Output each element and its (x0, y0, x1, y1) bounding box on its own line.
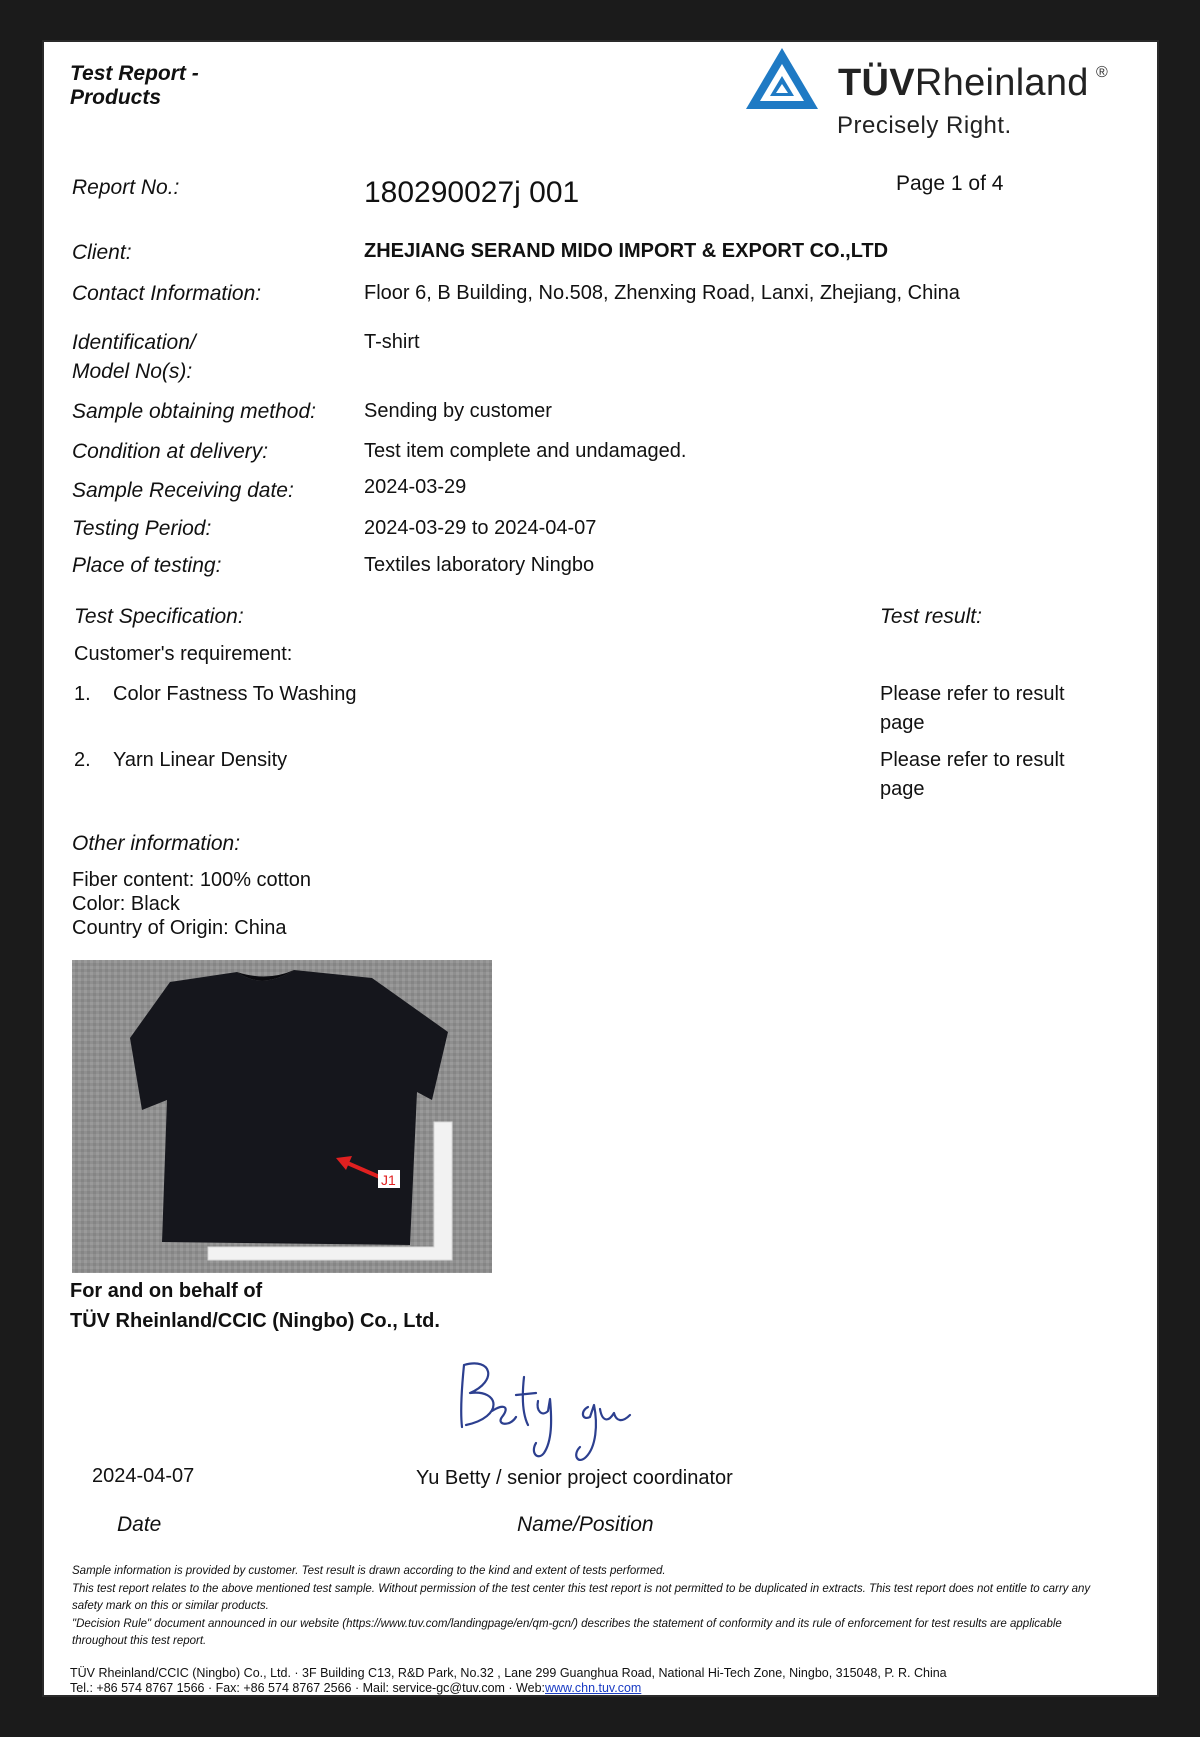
client-label: Client: (72, 241, 132, 264)
model-no-label: Model No(s): (72, 360, 193, 383)
spec-item-number: 1. (74, 683, 91, 705)
disclaimer-line: This test report relates to the above mentioned test sample. Without permission of the test center this test report is not permitted to be duplicated in extracts. This test report does not entitle to carry any safety mark on this or similar products. (72, 1582, 1091, 1612)
receiving-date-label: Sample Receiving date: (72, 479, 294, 502)
spec-item-result-cont: page (880, 712, 925, 734)
testing-period-value: 2024-03-29 to 2024-04-07 (364, 517, 597, 539)
brand-name (838, 62, 1089, 105)
test-spec-label: Test Specification: (74, 605, 244, 628)
spec-item-name: Yarn Linear Density (113, 749, 288, 771)
spec-item-result-cont: page (880, 778, 925, 800)
place-value: Textiles laboratory Ningbo (364, 554, 595, 576)
date-label: Date (117, 1513, 162, 1536)
brand-tagline: Precisely Right. (837, 112, 1012, 139)
registered-mark: ® (1096, 64, 1108, 81)
footer-address: TÜV Rheinland/CCIC (Ningbo) Co., Ltd. · 3F Building C13, R&D Park, No.32 , Lane 299 Guanghua Road, National Hi-Tech Zone, Ningbo, 315048, P. R. China (70, 1666, 947, 1680)
spec-item-result: Please refer to result (880, 749, 1065, 771)
other-info-line: Fiber content: 100% cotton (72, 869, 312, 891)
footer-contact (70, 1681, 1130, 1696)
other-info-line: Color: Black (72, 893, 180, 915)
condition-value: Test item complete and undamaged. (364, 440, 687, 462)
disclaimer-line: Sample information is provided by customer. Test result is drawn according to the kind and extent of tests performed. (72, 1565, 666, 1577)
footer-contact-text: Tel.: +86 574 8767 1566 · Fax: +86 574 8767 2566 · Mail: service-gc@tuv.com · Web: (70, 1681, 545, 1695)
sample-method-value: Sending by customer (364, 400, 552, 422)
identification-value: T-shirt (364, 331, 420, 353)
other-info-line: Country of Origin: China (72, 917, 287, 939)
test-result-label: Test result: (880, 605, 982, 628)
other-info-label: Other information: (72, 832, 241, 855)
identification-label: Identification/ (72, 331, 196, 354)
contact-value: Floor 6, B Building, No.508, Zhenxing Road, Lanxi, Zhejiang, China (364, 282, 960, 304)
brand-name-rest: Rheinland (914, 62, 1089, 104)
sample-photo (72, 960, 492, 1273)
testing-period-label: Testing Period: (72, 517, 212, 540)
photo-marker-label: J1 (381, 1172, 396, 1188)
spec-item-name: Color Fastness To Washing (113, 683, 357, 705)
contact-label: Contact Information: (72, 282, 262, 305)
spec-item-number: 2. (74, 749, 91, 771)
on-behalf-line: For and on behalf of (70, 1280, 263, 1302)
company-name: TÜV Rheinland/CCIC (Ningbo) Co., Ltd. (70, 1310, 440, 1332)
report-no-label: Report No.: (72, 176, 180, 199)
report-page (42, 40, 1159, 1697)
brand-name-bold: TÜV (838, 62, 915, 104)
name-position-value: Yu Betty / senior project coordinator (416, 1467, 733, 1489)
tuv-triangle-logo-icon (744, 46, 820, 112)
footer (70, 1666, 1130, 1696)
page-number: Page 1 of 4 (896, 172, 1004, 195)
signature-date-value: 2024-04-07 (92, 1465, 195, 1487)
disclaimer (72, 1563, 1112, 1651)
name-position-label: Name/Position (517, 1513, 654, 1536)
document-kind: Test Report - Products (70, 62, 199, 109)
handwritten-signature (452, 1355, 662, 1465)
spec-item-result: Please refer to result (880, 683, 1065, 705)
sample-method-label: Sample obtaining method: (72, 400, 316, 423)
report-number: 180290027j 001 (364, 176, 580, 209)
place-label: Place of testing: (72, 554, 222, 577)
receiving-date-value: 2024-03-29 (364, 476, 467, 498)
website-link[interactable]: www.chn.tuv.com (545, 1681, 642, 1695)
disclaimer-line: "Decision Rule" document announced in our website (https://www.tuv.com/landingpage/en/qm-gcn/) describes the statement of conformity and its rule of enforcement for test results are applicable throughout this test report. (72, 1617, 1062, 1647)
client-value: ZHEJIANG SERAND MIDO IMPORT & EXPORT CO.,LTD (364, 240, 889, 262)
customer-requirement: Customer's requirement: (74, 643, 293, 665)
condition-label: Condition at delivery: (72, 440, 269, 463)
